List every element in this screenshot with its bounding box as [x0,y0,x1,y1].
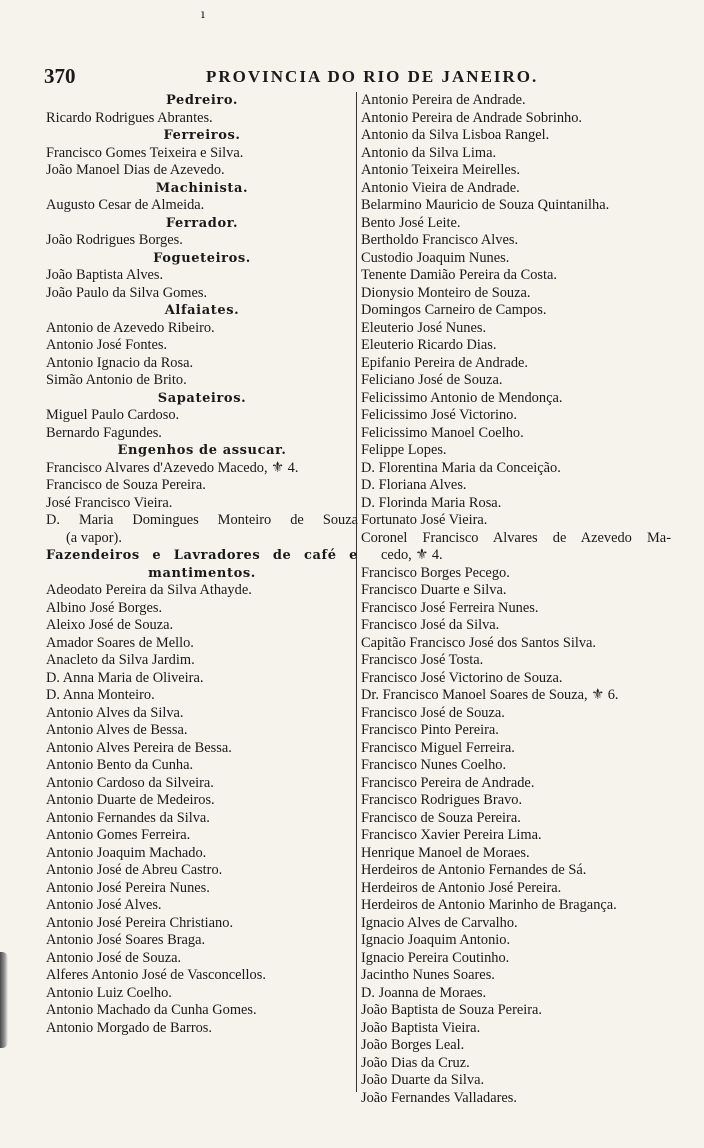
list-entry: João Rodrigues Borges. [46,232,183,248]
list-entry: Adeodato Pereira da Silva Athayde. [46,582,252,598]
list-entry: Jacintho Nunes Soares. [361,967,495,983]
list-entry: Francisco Pinto Pereira. [361,722,499,738]
list-entry: D. Maria Domingues Monteiro de Souza [46,512,358,528]
list-entry: Antonio Morgado de Barros. [46,1019,213,1036]
list-entry: Dr. Francisco Manoel Soares de Souza, ⚜ 6. [361,687,619,703]
list-entry: Feliciano José de Souza. [361,372,503,388]
section-heading: Ferreiros. [163,128,241,143]
list-entry: Antonio Vieira de Andrade. [361,179,520,196]
list-entry: Antonio José Pereira Christiano. [46,914,234,931]
list-entry: Francisco Borges Pecego. [361,564,510,581]
list-entry: Antonio Ignacio da Rosa. [46,354,194,371]
list-entry: Coronel Francisco Alvares de Azevedo Ma- [361,529,671,546]
list-entry: Antonio José Alves. [46,897,162,913]
left-column [46,92,358,1037]
list-entry: João Baptista de Souza Pereira. [361,1002,543,1018]
list-entry: Francisco José Victorino de Souza. [361,669,563,686]
section-heading: Pedreiro. [165,93,239,108]
section-heading: Engenhos de assucar. [117,443,287,458]
list-entry: Antonio Luiz Coelho. [46,984,172,1001]
list-entry: Capitão Francisco José dos Santos Silva. [361,634,597,651]
list-entry: José Francisco Vieira. [46,494,173,511]
list-entry: Antonio Pereira de Andrade. [361,92,526,108]
list-entry: Francisco José da Silva. [361,617,500,633]
list-entry: Felicissimo José Victorino. [361,407,517,423]
section-heading: Machinista. [155,180,249,196]
list-entry: Francisco Xavier Pereira Lima. [361,827,542,843]
list-entry: Francisco José Ferreira Nunes. [361,599,539,616]
list-entry: Fortunato José Vieira. [361,512,488,528]
list-entry: João Manoel Dias de Azevedo. [46,162,225,178]
section-heading: Fazendeiros e Lavradores de café e [46,548,358,563]
list-entry: Antonio José Pereira Nunes. [46,879,210,896]
list-entry: Ignacio Pereira Coutinho. [361,949,510,966]
list-entry: Antonio Alves Pereira de Bessa. [46,739,232,756]
list-entry: João Dias da Cruz. [361,1054,470,1071]
list-entry: Simão Antonio de Brito. [46,372,187,388]
list-entry: João Baptista Vieira. [361,1019,481,1036]
list-entry: Francisco Pereira de Andrade. [361,774,535,791]
list-entry: Aleixo José de Souza. [46,617,174,633]
list-entry: Antonio da Silva Lima. [361,144,497,161]
section-heading: mantimentos. [148,565,256,581]
page-title: PROVINCIA DO RIO DE JANEIRO. [206,67,539,86]
list-entry: Antonio Bento da Cunha. [46,757,194,773]
list-entry: Francisco Miguel Ferreira. [361,739,515,756]
page-edge-stain [0,952,8,1048]
list-entry: João Fernandes Valladares. [361,1089,517,1106]
list-entry: Miguel Paulo Cardoso. [46,407,180,423]
list-entry: cedo, ⚜ 4. [381,547,443,563]
list-entry: Antonio de Azevedo Ribeiro. [46,319,215,336]
list-entry: Tenente Damião Pereira da Costa. [361,267,557,283]
list-entry: João Borges Leal. [361,1037,465,1053]
list-entry: Antonio José de Souza. [46,949,182,966]
list-entry: Francisco Nunes Coelho. [361,757,507,773]
list-entry: Antonio Fernandes da Silva. [46,809,210,826]
list-entry: João Baptista Alves. [46,267,164,283]
list-entry: Antonio Pereira de Andrade Sobrinho. [361,109,583,126]
list-entry: Henrique Manoel de Moraes. [361,844,530,861]
list-entry: Antonio Machado da Cunha Gomes. [46,1002,257,1018]
list-entry: Antonio Joaquim Machado. [46,844,207,861]
list-entry: Anacleto da Silva Jardim. [46,652,195,668]
list-entry: Francisco de Souza Pereira. [46,477,206,493]
list-entry: Antonio José Soares Braga. [46,932,206,948]
list-entry: (a vapor). [66,529,122,546]
list-entry: Herdeiros de Antonio José Pereira. [361,879,562,896]
top-mark: ı [201,7,205,21]
list-entry: Antonio José Fontes. [46,337,168,353]
list-entry: Bento José Leite. [361,214,461,231]
list-entry: Francisco Rodrigues Bravo. [361,792,523,808]
list-entry: Augusto Cesar de Almeida. [46,197,205,213]
list-entry: D. Anna Monteiro. [46,687,155,703]
list-entry: D. Floriana Alves. [361,477,467,493]
list-entry: Albino José Borges. [46,599,163,616]
list-entry: Francisco José de Souza. [361,704,505,721]
list-entry: Antonio Alves de Bessa. [46,722,188,738]
list-entry: Eleuterio Ricardo Dias. [361,337,497,353]
list-entry: Ignacio Alves de Carvalho. [361,914,518,931]
list-entry: Alferes Antonio José de Vasconcellos. [46,967,266,983]
list-entry: D. Florinda Maria Rosa. [361,494,502,511]
list-entry: Felicissimo Manoel Coelho. [361,424,524,441]
section-heading: Sapateiros. [157,390,247,406]
list-entry: Herdeiros de Antonio Marinho de Bragança. [361,897,617,913]
list-entry: Bertholdo Francisco Alves. [361,232,519,248]
list-entry: Antonio da Silva Lisboa Rangel. [361,127,550,143]
list-entry: Francisco José Tosta. [361,652,484,668]
section-heading: Alfaiates. [164,303,240,318]
page-number: 370 [44,64,76,88]
list-entry: Ignacio Joaquim Antonio. [361,932,511,948]
list-entry: Dionysio Monteiro de Souza. [361,284,531,301]
list-entry: João Duarte da Silva. [361,1072,485,1088]
list-entry: Amador Soares de Mello. [46,634,194,651]
list-entry: Custodio Joaquim Nunes. [361,249,510,266]
list-entry: Domingos Carneiro de Campos. [361,302,547,318]
list-entry: Eleuterio José Nunes. [361,319,487,336]
list-entry: Antonio Alves da Silva. [46,704,184,721]
list-entry: Antonio Gomes Ferreira. [46,827,191,843]
page-header [36,64,676,88]
list-entry: Francisco Duarte e Silva. [361,582,507,598]
list-entry: Belarmino Mauricio de Souza Quintanilha. [361,197,610,213]
list-entry: Francisco Alvares d'Azevedo Macedo, ⚜ 4. [46,459,299,476]
list-entry: D. Joanna de Moraes. [361,984,487,1001]
list-entry: Antonio Cardoso da Silveira. [46,774,214,791]
list-entry: Antonio Duarte de Medeiros. [46,792,215,808]
list-entry: Antonio José de Abreu Castro. [46,862,223,878]
list-entry: Epifanio Pereira de Andrade. [361,354,529,371]
list-entry: Herdeiros de Antonio Fernandes de Sá. [361,862,587,878]
right-column [361,92,671,1107]
list-entry: D. Florentina Maria da Conceição. [361,459,561,476]
section-heading: Ferrador. [165,215,239,231]
list-entry: D. Anna Maria de Oliveira. [46,669,204,686]
section-heading: Fogueteiros. [153,250,251,266]
list-entry: Francisco Gomes Teixeira e Silva. [46,144,244,161]
list-entry: Ricardo Rodrigues Abrantes. [46,109,213,126]
list-entry: Antonio Teixeira Meirelles. [361,162,520,178]
list-entry: Francisco de Souza Pereira. [361,809,521,826]
list-entry: Felicissimo Antonio de Mendonça. [361,389,563,406]
list-entry: João Paulo da Silva Gomes. [46,284,208,301]
list-entry: Felippe Lopes. [361,442,447,458]
list-entry: Bernardo Fagundes. [46,424,162,441]
